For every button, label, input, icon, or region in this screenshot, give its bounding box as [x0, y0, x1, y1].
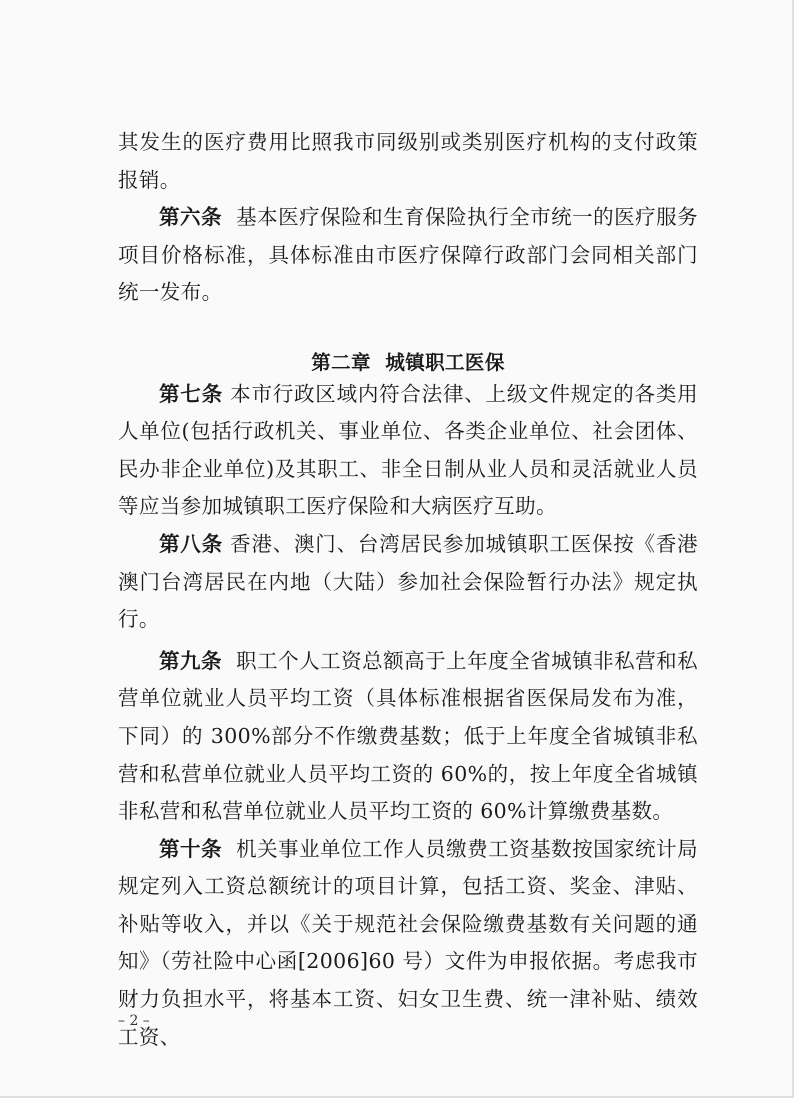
article-9-label: 第九条: [159, 648, 223, 673]
article-9: [118, 643, 698, 831]
chapter-title: 第二章 城镇职工医保: [311, 350, 505, 374]
page-number: – 2 –: [118, 1013, 150, 1029]
article-8-text: 香港、澳门、台湾居民参加城镇职工医保按《香港澳门台湾居民在内地（大陆）参加社会保险暂行办法》规定执行。: [118, 531, 699, 632]
article-10-label: 第十条: [159, 836, 223, 861]
article-7-text: 本市行政区域内符合法律、上级文件规定的各类用人单位(包括行政机关、事业单位、各类企业单位、社会团体、民办非企业单位)及其职工、非全日制从业人员和灵活就业人员等应当参加城镇职工医疗保险和大病医疗互助。: [118, 381, 699, 519]
article-6-text: 基本医疗保险和生育保险执行全市统一的医疗服务项目价格标准，具体标准由市医疗保障行政部门会同相关部门统一发布。: [118, 205, 698, 305]
article-6-label: 第六条: [159, 205, 223, 230]
article-10: [118, 831, 698, 1057]
article-7-label: 第七条: [159, 381, 223, 406]
article-6: [118, 199, 698, 312]
paragraph-continuation: 其发生的医疗费用比照我市同级别或类别医疗机构的支付政策报销。: [118, 130, 698, 192]
article-8: [118, 526, 698, 639]
article-9-text: 职工个人工资总额高于上年度全省城镇非私营和私营单位就业人员平均工资（具体标准根据省医保局发布为准，下同）的 300%部分不作缴费基数；低于上年度全省城镇非私营和私营单位就业人员平均工资的 60%的，按上年度全省城镇非私营和私营单位就业人员平均工资的 60%计算缴费基数。: [118, 648, 698, 824]
article-10-text: 机关事业单位工作人员缴费工资基数按国家统计局规定列入工资总额统计的项目计算，包括工资、奖金、津贴、补贴等收入，并以《关于规范社会保险缴费基数有关问题的通知》（劳社险中心函[2006]60 号）文件为申报依据。考虑我市财力负担水平，将基本工资、妇女卫生费、统一津补贴、绩效工资、: [118, 836, 698, 1049]
document-body: [118, 124, 698, 1056]
article-7: [118, 376, 698, 526]
article-8-label: 第八条: [159, 531, 223, 556]
